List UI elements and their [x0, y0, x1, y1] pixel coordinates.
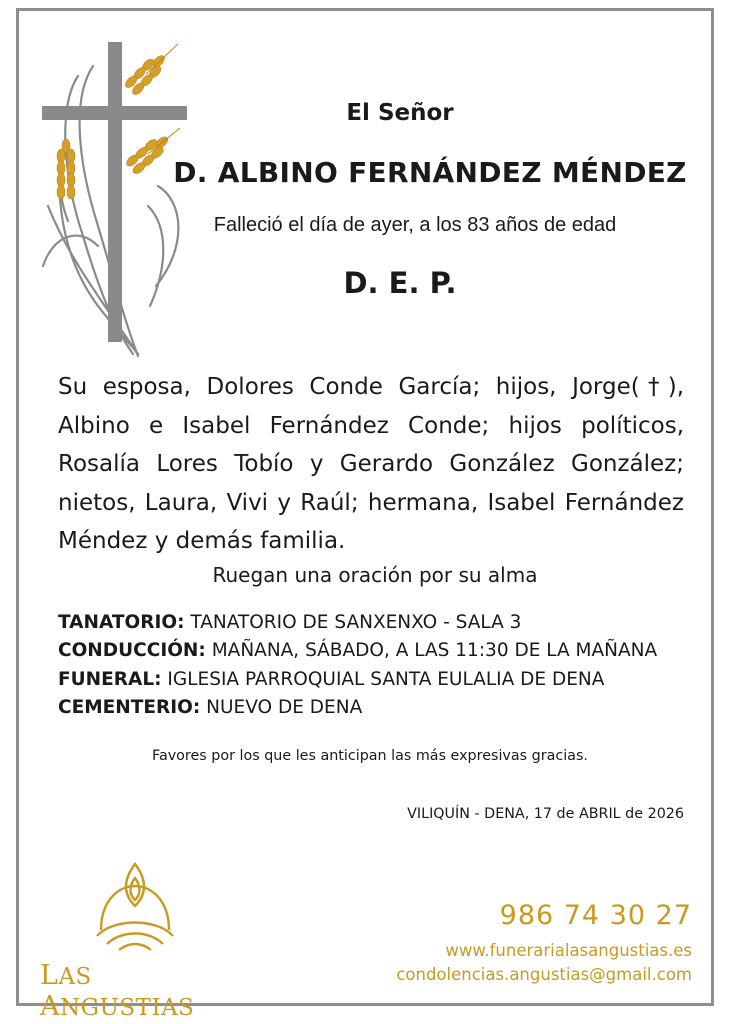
las-angustias-logo-icon	[93, 860, 177, 952]
brand-initial-a: A	[40, 991, 60, 1022]
family-paragraph: Su esposa, Dolores Conde García; hijos, Jorge(†), Albino e Isabel Fernández Conde; hijos políticos, Rosalía Lores Tobío y Gerardo González González; nietos, Laura, Vivi y Raúl; hermana, Isabel Fernández Méndez y demás familia.	[58, 374, 684, 554]
service-details	[58, 609, 698, 722]
thanks-note: Favores por los que les anticipan las más expresivas gracias.	[152, 748, 588, 764]
detail-label: FUNERAL:	[58, 668, 162, 690]
detail-funeral	[58, 666, 698, 694]
rip-text: D. E. P.	[343, 266, 457, 300]
detail-label: TANATORIO:	[58, 612, 185, 633]
brand-initial-l: L	[40, 960, 59, 991]
brand-name	[40, 960, 230, 1022]
detail-tanatorio	[58, 609, 698, 637]
detail-value: MAÑANA, SÁBADO, A LAS 11:30 DE LA MAÑANA	[211, 640, 658, 662]
phone-number[interactable]: 986 74 30 27	[499, 900, 692, 931]
email-link[interactable]: condolencias.angustias@gmail.com	[396, 965, 692, 984]
cross-with-wheat-icon	[38, 36, 196, 366]
honorific: El Señor	[346, 100, 454, 126]
brand-rest-2: NGUSTIAS	[60, 995, 195, 1021]
place-and-date: VILIQUÍN - DENA, 17 de ABRIL de 2026	[407, 806, 684, 822]
deceased-name: D. ALBINO FERNÁNDEZ MÉNDEZ	[173, 156, 687, 189]
detail-cementerio	[58, 694, 698, 722]
prayer-request: Ruegan una oración por su alma	[212, 563, 538, 587]
detail-label: CONDUCCIÓN:	[58, 640, 206, 662]
detail-conduccion	[58, 637, 698, 665]
brand-rest-1: AS	[58, 964, 92, 990]
detail-value: NUEVO DE DENA	[206, 696, 363, 718]
death-notice: Falleció el día de ayer, a los 83 años de edad	[213, 214, 617, 236]
detail-value: TANATORIO DE SANXENXO - SALA 3	[190, 612, 522, 633]
detail-label: CEMENTERIO:	[58, 696, 201, 718]
website-link[interactable]: www.funerarialasangustias.es	[445, 941, 692, 960]
detail-value: IGLESIA PARROQUIAL SANTA EULALIA DE DENA	[167, 668, 605, 690]
